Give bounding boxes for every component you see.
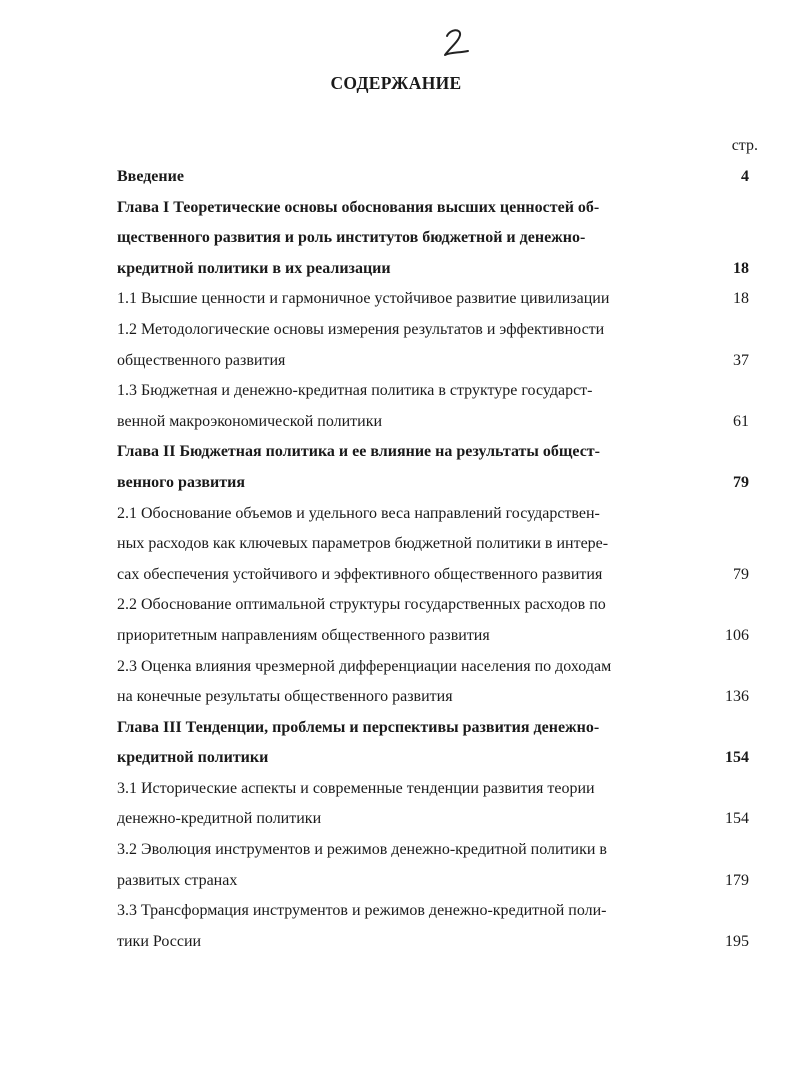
toc-entry-line: 1.2 Методологические основы измерения результатов и эффективности — [117, 320, 605, 338]
page-title: СОДЕРЖАНИЕ — [330, 73, 462, 93]
toc-chapter-entry — [117, 193, 759, 285]
toc-entry-line: развитых странах — [117, 871, 238, 889]
toc-page-number: 179 — [725, 871, 749, 889]
toc-chapter-entry — [117, 437, 759, 498]
toc-entry-line: денежно-кредитной политики — [117, 810, 322, 828]
toc-section-entry — [117, 652, 759, 713]
toc-entry-line: общественного развития — [117, 351, 286, 369]
toc-section-entry — [117, 376, 759, 437]
toc-chapter-entry — [117, 713, 759, 774]
page-column-label: стр. — [731, 137, 758, 154]
toc-page-number: 79 — [733, 473, 749, 491]
toc-page-number: 4 — [741, 168, 749, 185]
toc-section-entry — [117, 896, 759, 957]
toc-page-number: 154 — [725, 810, 749, 828]
toc-page-number: 37 — [733, 351, 749, 369]
toc-section-entry — [117, 499, 759, 591]
table-of-contents — [117, 162, 759, 957]
handwritten-page-number — [441, 26, 471, 60]
toc-entry-line: 2.1 Обоснование объемов и удельного веса направлений государствен- — [117, 504, 600, 522]
toc-entry-line: кредитной политики в их реализации — [117, 259, 391, 277]
toc-entry-line: щественного развития и роль институтов бюджетной и денежно- — [117, 229, 586, 247]
toc-entry-line: тики России — [117, 932, 202, 950]
toc-section-entry — [117, 835, 759, 896]
toc-page-number: 154 — [725, 749, 749, 767]
toc-entry-line: венной макроэкономической политики — [117, 412, 383, 430]
toc-page-number: 61 — [733, 412, 749, 430]
toc-page-number: 79 — [733, 565, 749, 583]
toc-entry-line: венного развития — [117, 473, 245, 491]
toc-page-number: 136 — [725, 688, 749, 706]
toc-section-entry — [117, 284, 759, 315]
toc-section-entry — [117, 590, 759, 651]
toc-page-number: 106 — [725, 626, 749, 644]
toc-entry-line: приоритетным направлениям общественного развития — [117, 626, 490, 644]
toc-entry-line: на конечные результаты общественного развития — [117, 688, 453, 706]
toc-entry-line: кредитной политики — [117, 749, 269, 767]
toc-entry-line: Глава III Тенденции, проблемы и перспективы развития денежно- — [117, 718, 600, 736]
toc-chapter-entry — [117, 162, 759, 193]
toc-entry-line: 1.3 Бюджетная и денежно-кредитная политика в структуре государст- — [117, 382, 593, 400]
toc-entry-line: 3.1 Исторические аспекты и современные тенденции развития теории — [117, 779, 595, 797]
toc-entry-line: Введение — [117, 168, 184, 185]
toc-entry-line: 2.2 Обоснование оптимальной структуры государственных расходов по — [117, 596, 606, 614]
toc-entry-line: Глава II Бюджетная политика и ее влияние на результаты общест- — [117, 443, 600, 461]
toc-page-number: 18 — [733, 259, 749, 277]
toc-entry-line: сах обеспечения устойчивого и эффективного общественного развития — [117, 565, 603, 583]
toc-entry-line: ных расходов как ключевых параметров бюджетной политики в интере- — [117, 535, 609, 553]
toc-entry-line: 2.3 Оценка влияния чрезмерной дифференциации населения по доходам — [117, 657, 612, 675]
toc-entry-line: Глава I Теоретические основы обоснования высших ценностей об- — [117, 198, 600, 216]
toc-entry-line: 3.2 Эволюция инструментов и режимов денежно-кредитной политики в — [117, 841, 607, 859]
toc-section-entry — [117, 774, 759, 835]
toc-entry-line: 3.3 Трансформация инструментов и режимов денежно-кредитной поли- — [117, 902, 607, 920]
toc-entry-line: 1.1 Высшие ценности и гармоничное устойчивое развитие цивилизации — [117, 290, 610, 308]
toc-section-entry — [117, 315, 759, 376]
toc-page-number: 195 — [725, 932, 749, 950]
toc-page-number: 18 — [733, 290, 749, 308]
